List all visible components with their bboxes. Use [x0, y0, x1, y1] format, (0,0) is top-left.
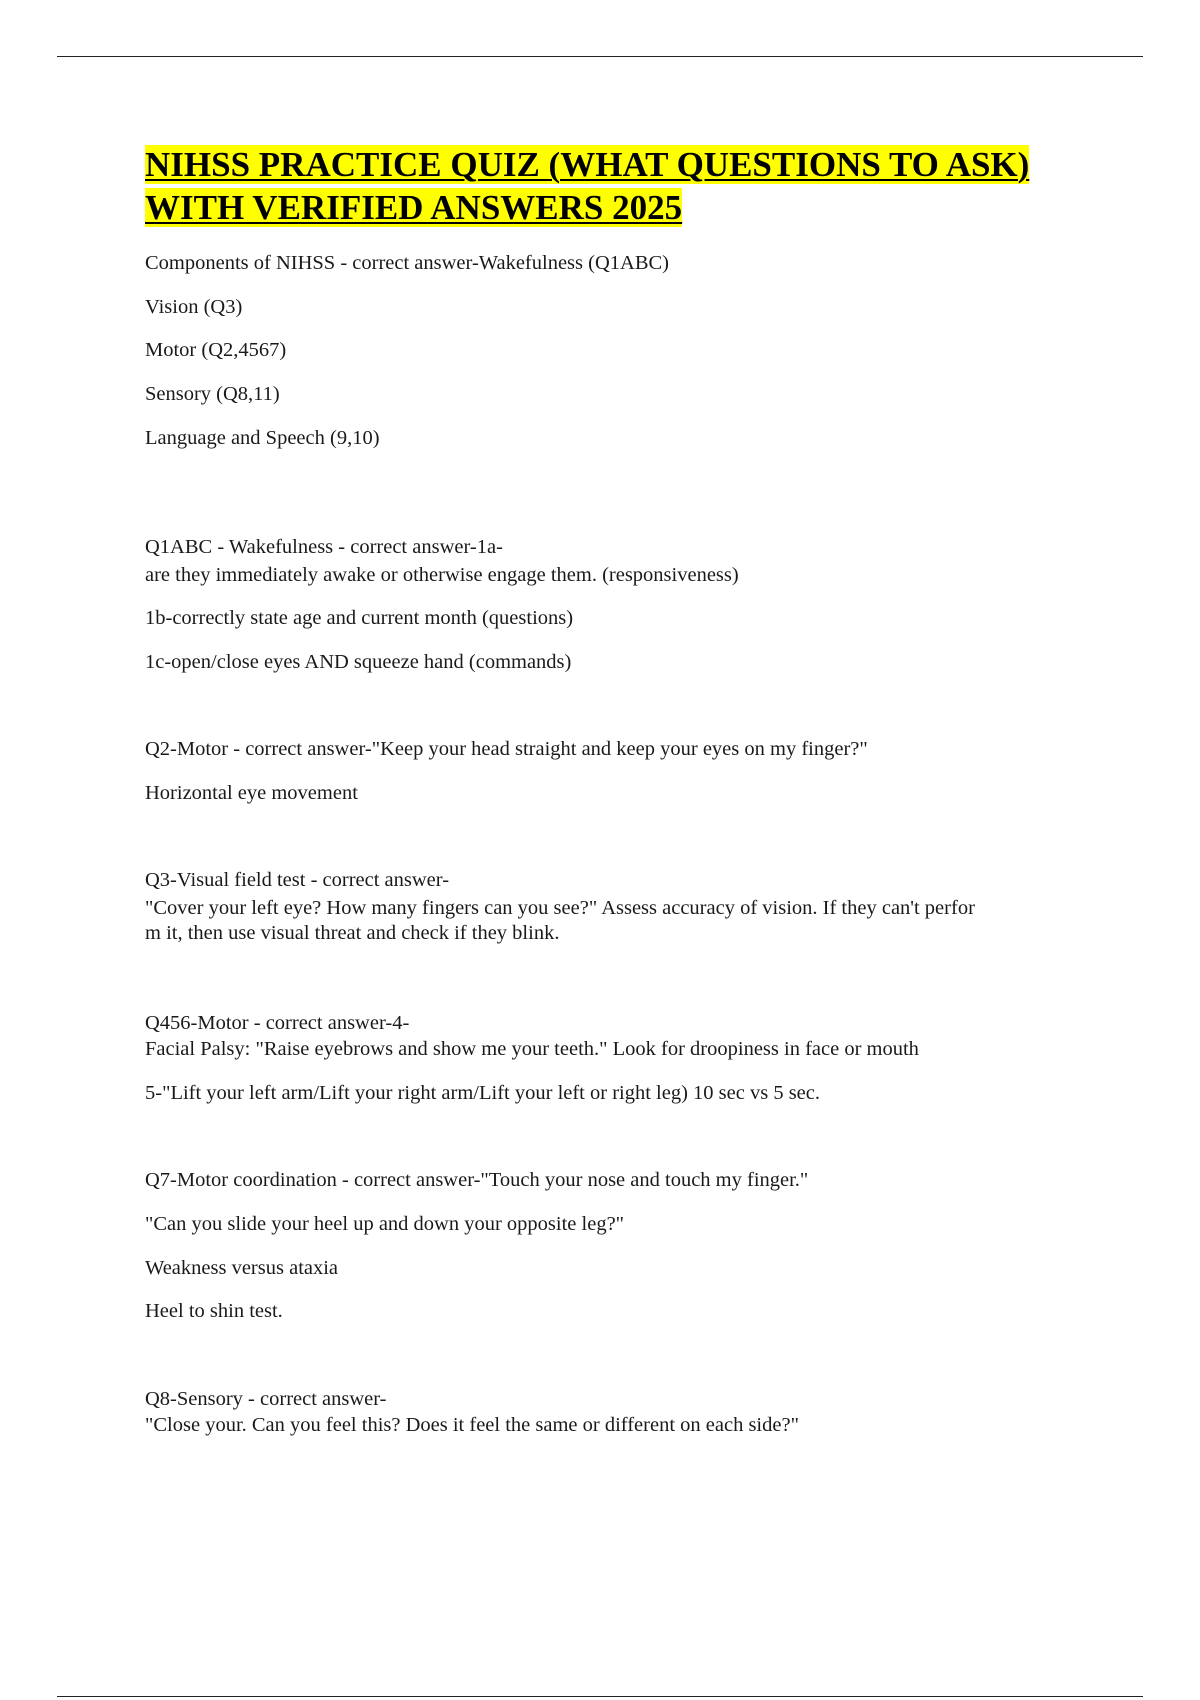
entry-line: Motor (Q2,4567)	[145, 339, 287, 361]
entry-line: 5-"Lift your left arm/Lift your right arm/Lift your left or right leg) 10 sec vs 5 sec.	[145, 1082, 820, 1104]
entry-line: 1c-open/close eyes AND squeeze hand (commands)	[145, 651, 572, 673]
entry-line: "Close your. Can you feel this? Does it feel the same or different on each side?"	[145, 1414, 799, 1436]
entry-line: Weakness versus ataxia	[145, 1257, 339, 1279]
document-title	[145, 143, 1085, 229]
entry-line: Heel to shin test.	[145, 1300, 283, 1322]
entry-line: Q1ABC - Wakefulness - correct answer-1a-	[145, 536, 503, 558]
document-page	[145, 143, 1085, 1436]
entry-line: Language and Speech (9,10)	[145, 427, 380, 449]
entry-line: "Can you slide your heel up and down your opposite leg?"	[145, 1213, 625, 1235]
entry-line: "Cover your left eye? How many fingers can you see?" Assess accuracy of vision. If they can't perfor	[145, 897, 975, 919]
entry-line: Q7-Motor coordination - correct answer-"Touch your nose and touch my finger."	[145, 1169, 809, 1191]
entry-line: Q2-Motor - correct answer-"Keep your head straight and keep your eyes on my finger?"	[145, 738, 868, 760]
entry-line: Facial Palsy: "Raise eyebrows and show me your teeth." Look for droopiness in face or mouth	[145, 1038, 919, 1060]
title-line-1: NIHSS PRACTICE QUIZ (WHAT QUESTIONS TO ASK)	[145, 145, 1030, 184]
entry-line: Vision (Q3)	[145, 296, 243, 318]
top-rule	[57, 56, 1143, 57]
entry-line: are they immediately awake or otherwise engage them. (responsiveness)	[145, 564, 739, 586]
entry-line: m it, then use visual threat and check if they blink.	[145, 922, 560, 944]
entry-line: Horizontal eye movement	[145, 782, 358, 804]
entry-line: Q3-Visual field test - correct answer-	[145, 869, 450, 891]
bottom-rule	[57, 1696, 1143, 1697]
entry-line: Components of NIHSS - correct answer-Wakefulness (Q1ABC)	[145, 252, 669, 274]
entry-line: Q8-Sensory - correct answer-	[145, 1388, 387, 1410]
entry-line: 1b-correctly state age and current month (questions)	[145, 607, 574, 629]
entry-line: Q456-Motor - correct answer-4-	[145, 1012, 410, 1034]
title-line-2: WITH VERIFIED ANSWERS 2025	[145, 188, 683, 227]
entry-line: Sensory (Q8,11)	[145, 383, 280, 405]
